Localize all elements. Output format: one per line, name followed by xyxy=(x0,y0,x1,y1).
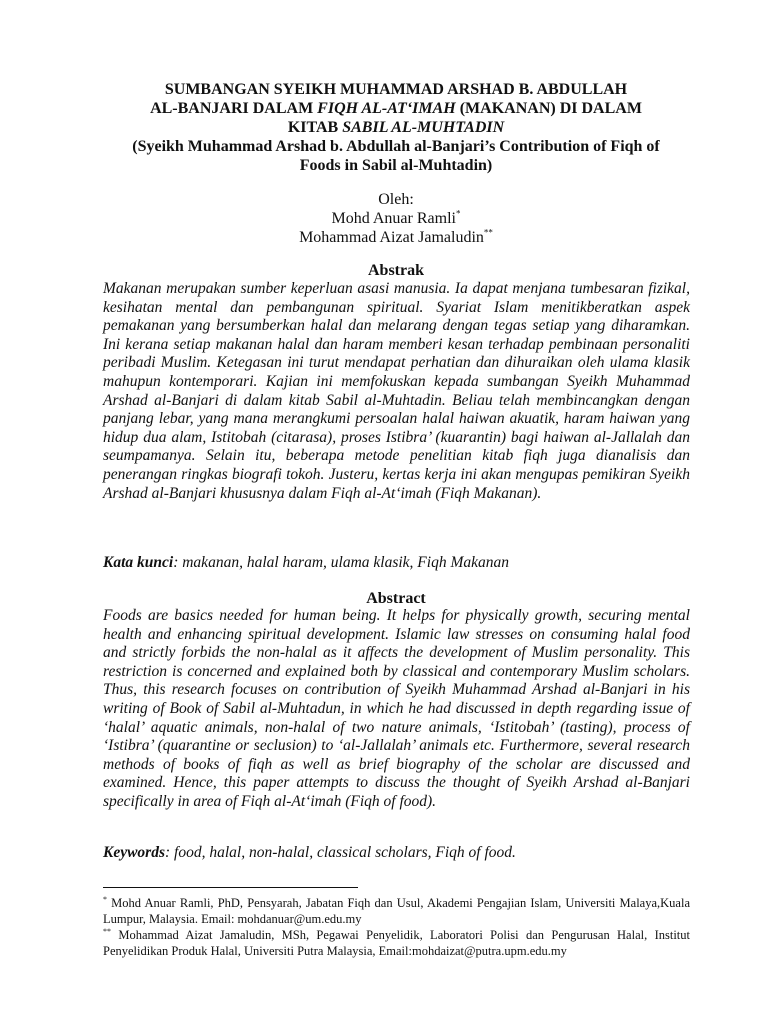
paper-title xyxy=(100,80,692,175)
kata-kunci-label: Kata kunci xyxy=(103,554,174,571)
title-line-2 xyxy=(100,99,692,118)
footnote-2-mark: ** xyxy=(103,926,111,936)
author-1-mark: * xyxy=(455,208,461,219)
author-2 xyxy=(100,228,692,247)
title-line-3a: KITAB xyxy=(287,119,343,136)
author-block xyxy=(100,190,692,247)
title-line-2c: (MAKANAN) DI DALAM xyxy=(455,100,642,117)
kata-kunci-values: : makanan, halal haram, ulama klasik, Fiqh Makanan xyxy=(173,554,509,571)
keywords-line xyxy=(103,843,690,862)
keywords-label: Keywords xyxy=(103,844,165,861)
abstract-heading: Abstract xyxy=(366,590,426,607)
author-2-name: Mohammad Aizat Jamaludin xyxy=(299,229,484,246)
footnote-1-mark: * xyxy=(103,894,107,904)
title-line-2b: FIQH AL-AT‘IMAH xyxy=(317,100,456,117)
title-line-1: SUMBANGAN SYEIKH MUHAMMAD ARSHAD B. ABDULLAH xyxy=(164,81,628,98)
kata-kunci-line xyxy=(103,553,690,572)
abstract-text: Foods are basics needed for human being. It helps for physically growth, securing mental health and enhancing spiritual development. Islamic law stresses on consuming halal food and strictly forbids the non-halal as it affects the development of Muslim personality. This restriction is concerned and explained both by classical and contemporary Muslim scholars. Thus, this research focuses on contribution of Syeikh Muhammad Arshad al-Banjari in his writing of Book of Sabil al-Muhtadun, in which he had discussed in depth regarding issue of ‘halal’ aquatic animals, non-halal of two nature animals, ‘Istitobah’ (tasting), process of ‘Istibra’ (quarantine or seclusion) to ‘al-Jallalah’ animals etc. Furthermore, several research methods of books of fiqh as well as brief biography of the scholar are discussed and examined. Hence, this paper attempts to discuss the thought of Syeikh Arshad al-Banjari specifically in area of Fiqh al-At‘imah (Fiqh of food). xyxy=(103,607,690,810)
title-line-3b: SABIL AL-MUHTADIN xyxy=(342,119,505,136)
footnote-rule xyxy=(103,887,358,888)
title-line-2a: AL-BANJARI DALAM xyxy=(150,100,318,117)
keywords-values: : food, halal, non-halal, classical scholars, Fiqh of food. xyxy=(165,844,516,861)
author-1-name: Mohd Anuar Ramli xyxy=(331,210,456,227)
abstrak-heading: Abstrak xyxy=(367,262,424,279)
by-label: Oleh: xyxy=(378,191,414,208)
author-2-mark: ** xyxy=(483,227,493,238)
abstrak-text: Makanan merupakan sumber keperluan asasi manusia. Ia dapat menjana tumbesaran fizikal, kesihatan mental dan pembangunan spiritual. Syariat Islam menitikberatkan aspek pemakanan yang bersumberkan halal dan melarang dengan tegas setiap yang diharamkan. Ini kerana setiap makanan halal dan haram memberi kesan terhadap pembinaan personaliti peribadi Muslim. Ketegasan ini turut mendapat perhatian dan dihuraikan oleh ulama klasik mahupun kontemporari. Kajian ini memfokuskan kepada sumbangan Syeikh Muhammad Arshad al-Banjari di dalam kitab Sabil al-Muhtadin. Beliau telah membincangkan dengan panjang lebar, yang mana merangkumi persoalan halal haiwan akuatik, haram haiwan yang hidup dua alam, Istitobah (citarasa), proses Istibra’ (kuarantin) bagi haiwan al-Jallalah dan seumpamanya. Selain itu, beberapa metode penelitian kitab fiqh juga dianalisis dan penerangan ringkas biografi tokoh. Justeru, kertas kerja ini akan mengupas pemikiran Syeikh Arshad al-Banjari khususnya dalam Fiqh al-At‘imah (Fiqh Makanan). xyxy=(103,280,690,502)
title-line-4: (Syeikh Muhammad Arshad b. Abdullah al-Banjari’s Contribution of Fiqh of xyxy=(132,138,660,155)
author-1 xyxy=(100,209,692,228)
footnote-1-text: Mohd Anuar Ramli, PhD, Pensyarah, Jabatan Fiqh dan Usul, Akademi Pengajian Islam, Universiti Malaya,Kuala Lumpur, Malaysia. Email: mohdanuar@um.edu.my xyxy=(103,896,690,926)
title-line-3 xyxy=(100,118,692,137)
footnote-2 xyxy=(103,928,690,959)
footnote-1 xyxy=(103,896,690,927)
title-line-5: Foods in Sabil al-Muhtadin) xyxy=(299,157,493,174)
footnote-2-text: Mohammad Aizat Jamaludin, MSh, Pegawai Penyelidik, Laboratori Polisi dan Pengurusan Halal, Institut Penyelidikan Produk Halal, Universiti Putra Malaysia, Email:mohdaizat@putra.upm.edu.my xyxy=(103,928,690,958)
